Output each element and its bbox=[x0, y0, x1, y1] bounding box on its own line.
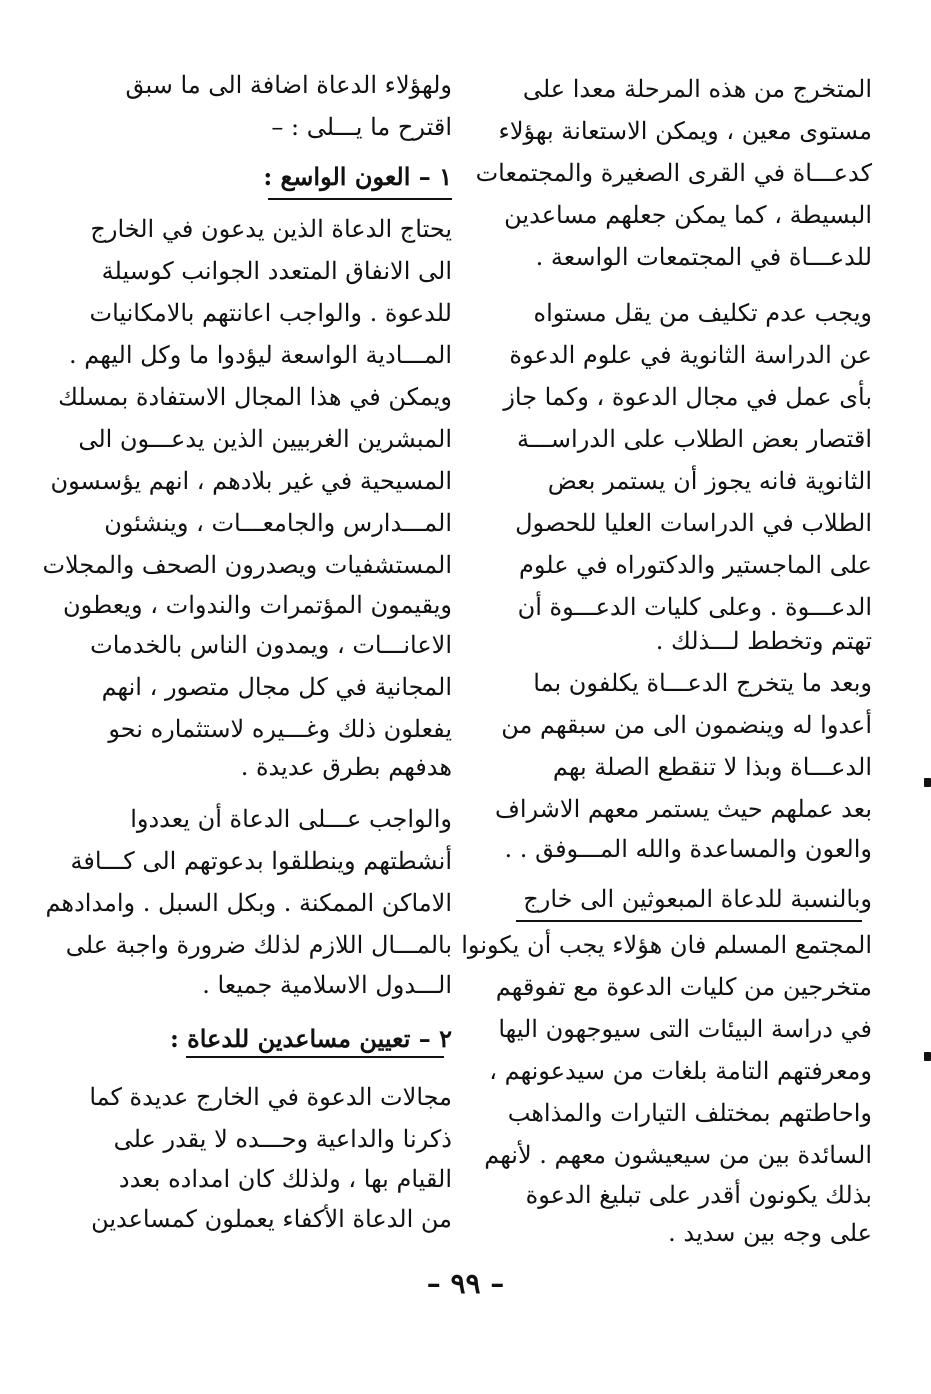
text-line: المبشرين الغربيين الذين يدعـــون الى bbox=[78, 425, 452, 453]
scan-mark bbox=[924, 778, 931, 787]
text-line: على وجه بين سديد . bbox=[668, 1219, 872, 1247]
text-line: المستشفيات ويصدرون الصحف والمجلات bbox=[42, 551, 452, 579]
text-line: يحتاج الدعاة الذين يدعون في الخارج bbox=[90, 215, 452, 243]
text-line: ذكرنا والداعية وحـــده لا يقدر على bbox=[113, 1125, 452, 1153]
text-line: أنشطتهم وينطلقوا بدعوتهم الى كـــافة bbox=[70, 847, 452, 875]
text-line: الـــدول الاسلامية جميعا . bbox=[202, 971, 452, 999]
section-heading-2: ٢ – تعيين مساعدين للدعاة : bbox=[169, 1024, 452, 1053]
text-line: المسيحية في غير بلادهم ، انهم يؤسسون bbox=[50, 467, 452, 495]
text-line: أعدوا له وينضمون الى من سبقهم من bbox=[501, 711, 872, 739]
text-line: المجانية في كل مجال متصور ، انهم bbox=[101, 673, 452, 701]
text-line: الاعانـــات ، ويمدون الناس بالخدمات bbox=[90, 631, 452, 659]
text-line: القيام بها ، ولذلك كان امداده بعدد bbox=[118, 1165, 452, 1193]
text-line: وبعد ما يتخرج الدعـــاة يكلفون بما bbox=[533, 669, 872, 697]
text-line: الاماكن الممكنة . وبكل السبل . وامدادهم bbox=[45, 889, 452, 917]
text-line: بعد عملهم حيث يستمر معهم الاشراف bbox=[495, 795, 872, 823]
text-line: الدعـــوة . وعلى كليات الدعـــوة أن bbox=[517, 593, 872, 621]
text-line: والعون والمساعدة والله المـــوفق . . bbox=[504, 835, 872, 863]
text-line: والواجب عـــلى الدعاة أن يعددوا bbox=[130, 805, 452, 833]
text-line: المتخرج من هذه المرحلة معدا على bbox=[522, 75, 872, 103]
text-line: ولهؤلاء الدعاة اضافة الى ما سبق bbox=[125, 71, 452, 99]
heading-underline-1 bbox=[268, 198, 452, 200]
text-line: وبالنسبة للدعاة المبعوثين الى خارج bbox=[523, 885, 872, 913]
text-line: اقترح ما يـــلى : – bbox=[271, 113, 452, 141]
text-line: هدفهم بطرق عديدة . bbox=[240, 753, 452, 781]
text-line: الطلاب في الدراسات العليا للحصول bbox=[515, 509, 872, 537]
text-line: ويمكن في هذا المجال الاستفادة بمسلك bbox=[58, 383, 452, 411]
heading-underline-2 bbox=[186, 1056, 444, 1058]
text-line: البسيطة ، كما يمكن جعلهم مساعدين bbox=[504, 201, 872, 229]
text-line: واحاطتهم بمختلف التيارات والمذاهب bbox=[507, 1099, 872, 1127]
text-line: في دراسة البيئات التى سيوجهون اليها bbox=[498, 1015, 872, 1043]
text-line: على الماجستير والدكتوراه في علوم bbox=[519, 551, 872, 579]
text-line: السائدة بين من سيعيشون معهم . لأنهم bbox=[484, 1141, 872, 1169]
text-line: عن الدراسة الثانوية في علوم الدعوة bbox=[509, 341, 872, 369]
text-line: بالمـــال اللازم لذلك ضرورة واجبة على bbox=[65, 931, 452, 959]
text-line: المـــادية الواسعة ليؤدوا ما وكل اليهم . bbox=[68, 341, 452, 369]
text-line: ومعرفتهم التامة بلغات من سيدعونهم ، bbox=[489, 1057, 872, 1085]
text-line: متخرجين من كليات الدعوة مع تفوقهم bbox=[495, 973, 872, 1001]
text-line: الثانوية فانه يجوز أن يستمر بعض bbox=[547, 467, 872, 495]
text-line: تهتم وتخطط لـــذلك . bbox=[655, 627, 872, 655]
text-line: يفعلون ذلك وغـــيره لاستثماره نحو bbox=[108, 715, 452, 743]
text-line: من الدعاة الأكفاء يعملون كمساعدين bbox=[91, 1205, 452, 1233]
text-line: الى الانفاق المتعدد الجوانب كوسيلة bbox=[101, 257, 452, 285]
text-line: المجتمع المسلم فان هؤلاء يجب أن يكونوا bbox=[461, 931, 872, 959]
section-divider bbox=[516, 920, 862, 922]
text-line: ويجب عدم تكليف من يقل مستواه bbox=[533, 299, 872, 327]
text-line: الدعـــاة وبذا لا تنقطع الصلة بهم bbox=[552, 753, 872, 781]
text-line: مستوى معين ، ويمكن الاستعانة بهؤلاء bbox=[498, 117, 872, 145]
text-line: للدعوة . والواجب اعانتهم بالامكانيات bbox=[89, 299, 452, 327]
text-line: مجالات الدعوة في الخارج عديدة كما bbox=[89, 1083, 452, 1111]
text-line: كدعـــاة في القرى الصغيرة والمجتمعات bbox=[475, 159, 872, 187]
scan-mark bbox=[924, 1052, 931, 1061]
text-line: المـــدارس والجامعـــات ، وينشئون bbox=[104, 509, 452, 537]
text-line: بذلك يكونون أقدر على تبليغ الدعوة bbox=[525, 1181, 872, 1209]
text-line: بأى عمل في مجال الدعوة ، وكما جاز bbox=[503, 383, 872, 411]
text-line: للدعـــاة في المجتمعات الواسعة . bbox=[535, 243, 872, 271]
page-number: – ٩٩ – bbox=[426, 1267, 505, 1300]
text-line: اقتصار بعض الطلاب على الدراســـة bbox=[516, 425, 872, 453]
section-heading-1: ١ – العون الواسع : bbox=[263, 162, 452, 191]
text-line: ويقيمون المؤتمرات والندوات ، ويعطون bbox=[63, 591, 452, 619]
